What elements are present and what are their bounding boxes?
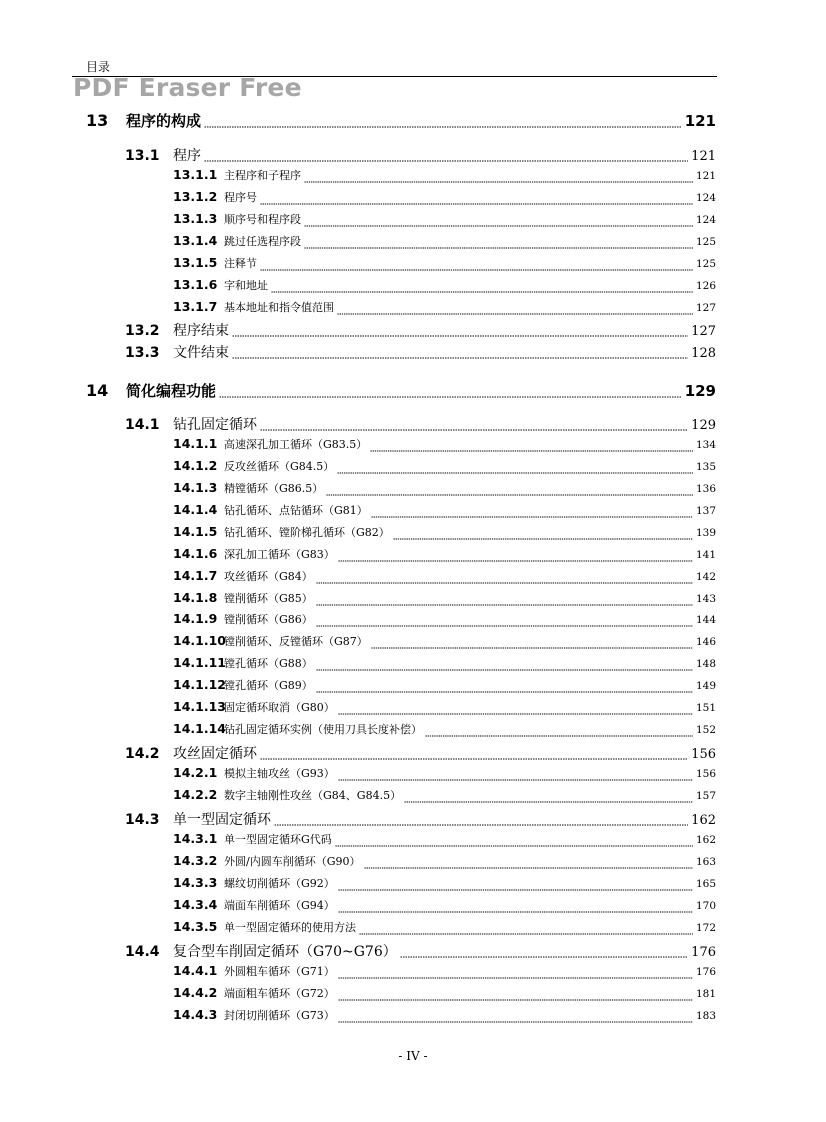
- toc-entry-title: 数字主轴刚性攻丝（G84、G84.5）: [224, 789, 402, 802]
- toc-entry-page: 181: [695, 988, 716, 1000]
- toc-subsection[interactable]: [173, 524, 716, 542]
- toc-entry-page: 125: [695, 258, 716, 270]
- toc-entry-number: 14.2.2: [173, 787, 218, 802]
- toc-subsection[interactable]: [173, 655, 716, 673]
- toc-entry-number: 13.1.5: [173, 255, 218, 270]
- toc-entry-page: 149: [695, 680, 716, 692]
- toc-entry-page: 129: [691, 418, 716, 433]
- toc-section[interactable]: [125, 809, 716, 829]
- toc-entry-title: 钻孔循环、镗阶梯孔循环（G82）: [224, 526, 390, 539]
- toc-dot-leader: [393, 538, 693, 540]
- toc-entry-number: 13.2: [125, 323, 160, 339]
- toc-entry-number: 14.1.14: [173, 721, 226, 736]
- toc-entry-number: 14.4: [125, 944, 160, 960]
- toc-subsection[interactable]: [173, 211, 716, 229]
- toc-entry-title: 端面粗车循环（G72）: [224, 987, 335, 1000]
- toc-dot-leader: [316, 669, 693, 671]
- toc-subsection[interactable]: [173, 458, 716, 476]
- toc-entry-title: 螺纹切削循环（G92）: [224, 877, 335, 890]
- toc-dot-leader: [316, 625, 693, 627]
- toc-subsection[interactable]: [173, 699, 716, 717]
- toc-dot-leader: [371, 647, 693, 649]
- toc-subsection[interactable]: [173, 677, 716, 695]
- toc-dot-leader: [338, 889, 693, 891]
- toc-subsection[interactable]: [173, 299, 716, 317]
- toc-subsection[interactable]: [173, 502, 716, 520]
- toc-subsection[interactable]: [173, 255, 716, 273]
- toc-entry-number: 14.3: [125, 812, 160, 828]
- toc-entry-title: 端面车削循环（G94）: [224, 899, 335, 912]
- toc-entry-title: 单一型固定循环G代码: [224, 833, 332, 846]
- toc-dot-leader: [304, 181, 693, 183]
- toc-subsection[interactable]: [173, 831, 716, 849]
- toc-entry-title: 单一型固定循环: [173, 812, 271, 828]
- toc-entry-title: 程序号: [224, 191, 257, 204]
- toc-entry-number: 14.1.13: [173, 699, 226, 714]
- toc-entry-title: 钻孔循环、点钻循环（G81）: [224, 504, 368, 517]
- toc-dot-leader: [232, 335, 688, 337]
- toc-entry-number: 14.1.4: [173, 502, 218, 517]
- toc-entry-title: 攻丝固定循环: [173, 746, 257, 762]
- toc-entry-page: 129: [684, 382, 716, 400]
- toc-entry-title: 镗削循环、反镗循环（G87）: [224, 635, 368, 648]
- toc-entry-number: 14.2.1: [173, 765, 218, 780]
- toc-entry-title: 复合型车削固定循环（G70~G76）: [173, 944, 397, 960]
- toc-section[interactable]: [125, 941, 716, 961]
- toc-entry-title: 封闭切削循环（G73）: [224, 1009, 335, 1022]
- toc-entry-page: 125: [695, 236, 716, 248]
- toc-entry-number: 14: [86, 381, 109, 400]
- toc-entry-title: 外圆粗车循环（G71）: [224, 965, 335, 978]
- toc-entry-number: 14.1.9: [173, 611, 218, 626]
- toc-entry-title: 字和地址: [224, 279, 268, 292]
- toc-subsection[interactable]: [173, 985, 716, 1003]
- toc-entry-number: 14.1: [125, 417, 160, 433]
- toc-entry-title: 基本地址和指令值范围: [224, 301, 334, 314]
- toc-dot-leader: [274, 824, 688, 826]
- toc-dot-leader: [371, 516, 693, 518]
- toc-dot-leader: [335, 845, 693, 847]
- toc-dot-leader: [316, 604, 693, 606]
- toc-entry-page: 183: [695, 1010, 716, 1022]
- toc-entry-number: 14.2: [125, 746, 160, 762]
- toc-dot-leader: [370, 450, 693, 452]
- toc-entry-title: 跳过任选程序段: [224, 235, 301, 248]
- toc-subsection[interactable]: [173, 568, 716, 586]
- toc-entry-page: 121: [695, 170, 716, 182]
- toc-entry-title: 高速深孔加工循环（G83.5）: [224, 438, 368, 451]
- toc-entry-title: 顺序号和程序段: [224, 213, 301, 226]
- toc-subsection[interactable]: [173, 436, 716, 454]
- toc-entry-number: 14.1.3: [173, 480, 218, 495]
- toc-subsection[interactable]: [173, 963, 716, 981]
- toc-dot-leader: [338, 560, 693, 562]
- toc-subsection[interactable]: [173, 633, 716, 651]
- toc-entry-page: 152: [695, 724, 716, 736]
- toc-dot-leader: [337, 472, 693, 474]
- toc-entry-number: 14.1.6: [173, 546, 218, 561]
- toc-subsection[interactable]: [173, 1007, 716, 1025]
- toc-entry-page: 137: [695, 505, 716, 517]
- toc-dot-leader: [271, 291, 693, 293]
- toc-entry-number: 13.1.2: [173, 189, 218, 204]
- toc-entry-page: 162: [695, 834, 716, 846]
- toc-dot-leader: [260, 269, 693, 271]
- toc-chapter[interactable]: [86, 380, 716, 402]
- toc-entry-number: 13.1.7: [173, 299, 218, 314]
- toc-subsection[interactable]: [173, 611, 716, 629]
- toc-section[interactable]: [125, 342, 716, 362]
- toc-entry-number: 14.4.1: [173, 963, 218, 978]
- toc-dot-leader: [338, 999, 693, 1001]
- toc-dot-leader: [400, 956, 688, 958]
- toc-entry-title: 外圆/内圆车削循环（G90）: [224, 855, 361, 868]
- toc-dot-leader: [425, 735, 693, 737]
- toc-entry-page: 170: [695, 900, 716, 912]
- toc-entry-page: 126: [695, 280, 716, 292]
- toc-dot-leader: [404, 801, 693, 803]
- toc-dot-leader: [219, 396, 682, 398]
- toc-entry-number: 14.1.5: [173, 524, 218, 539]
- toc-entry-title: 反攻丝循环（G84.5）: [224, 460, 335, 473]
- toc-subsection[interactable]: [173, 875, 716, 893]
- toc-subsection[interactable]: [173, 897, 716, 915]
- toc-dot-leader: [316, 691, 693, 693]
- toc-entry-title: 主程序和子程序: [224, 169, 301, 182]
- toc-entry-page: 128: [691, 346, 716, 361]
- toc-entry-page: 142: [695, 571, 716, 583]
- toc-entry-page: 176: [691, 945, 716, 960]
- toc-entry-number: 13.1.3: [173, 211, 218, 226]
- toc-dot-leader: [338, 1021, 693, 1023]
- toc-dot-leader: [304, 225, 693, 227]
- toc-subsection[interactable]: [173, 189, 716, 207]
- toc-subsection[interactable]: [173, 765, 716, 783]
- toc-dot-leader: [204, 160, 688, 162]
- toc-entry-page: 141: [695, 549, 716, 561]
- toc-entry-page: 162: [691, 813, 716, 828]
- toc-entry-title: 镗削循环（G85）: [224, 592, 313, 605]
- toc-entry-page: 121: [684, 112, 716, 130]
- toc-entry-number: 14.1.7: [173, 568, 218, 583]
- toc-entry-page: 124: [695, 192, 716, 204]
- toc-entry-page: 156: [691, 747, 716, 762]
- toc-entry-number: 14.4.3: [173, 1007, 218, 1022]
- toc-entry-page: 156: [695, 768, 716, 780]
- toc-entry-number: 14.3.3: [173, 875, 218, 890]
- page-number: - IV -: [398, 1049, 428, 1063]
- toc-entry-number: 14.3.2: [173, 853, 218, 868]
- toc-entry-page: 121: [691, 149, 716, 164]
- toc-entry-number: 14.3.5: [173, 919, 218, 934]
- toc-subsection[interactable]: [173, 721, 716, 739]
- toc-entry-title: 程序结束: [173, 323, 229, 339]
- toc-subsection[interactable]: [173, 167, 716, 185]
- toc-entry-number: 14.1.11: [173, 655, 226, 670]
- toc-dot-leader: [232, 357, 688, 359]
- toc-subsection[interactable]: [173, 546, 716, 564]
- toc-entry-number: 14.1.1: [173, 436, 218, 451]
- toc-dot-leader: [337, 313, 693, 315]
- toc-entry-page: 124: [695, 214, 716, 226]
- toc-section[interactable]: [125, 320, 716, 340]
- watermark: PDF Eraser Free: [73, 73, 302, 102]
- toc-dot-leader: [316, 582, 693, 584]
- toc-dot-leader: [338, 779, 693, 781]
- toc-dot-leader: [359, 933, 693, 935]
- toc-dot-leader: [204, 126, 682, 128]
- header-label: 目录: [86, 60, 111, 74]
- toc-entry-page: 165: [695, 878, 716, 890]
- toc-entry-number: 14.3.1: [173, 831, 218, 846]
- toc-subsection[interactable]: [173, 787, 716, 805]
- toc-entry-page: 144: [695, 614, 716, 626]
- toc-subsection[interactable]: [173, 590, 716, 608]
- toc-entry-page: 163: [695, 856, 716, 868]
- toc-entry-number: 14.1.8: [173, 590, 218, 605]
- toc-entry-title: 单一型固定循环的使用方法: [224, 921, 356, 934]
- toc-entry-title: 程序的构成: [126, 112, 202, 130]
- toc-dot-leader: [338, 911, 693, 913]
- toc-dot-leader: [338, 713, 693, 715]
- toc-subsection[interactable]: [173, 480, 716, 498]
- toc-entry-page: 176: [695, 966, 716, 978]
- toc-entry-page: 136: [695, 483, 716, 495]
- toc-entry-title: 镗孔循环（G88）: [224, 657, 313, 670]
- toc-entry-page: 134: [695, 439, 716, 451]
- toc-subsection[interactable]: [173, 853, 716, 871]
- toc-entry-number: 14.1.10: [173, 633, 226, 648]
- toc-subsection[interactable]: [173, 277, 716, 295]
- toc-entry-title: 注释节: [224, 257, 257, 270]
- toc-dot-leader: [326, 494, 693, 496]
- toc-entry-number: 13: [86, 111, 109, 130]
- toc-entry-title: 镗孔循环（G89）: [224, 679, 313, 692]
- toc-entry-number: 13.1.4: [173, 233, 218, 248]
- toc-subsection[interactable]: [173, 233, 716, 251]
- toc-entry-title: 深孔加工循环（G83）: [224, 548, 335, 561]
- toc-dot-leader: [364, 867, 693, 869]
- toc-entry-number: 14.1.12: [173, 677, 226, 692]
- toc-entry-title: 简化编程功能: [126, 382, 217, 400]
- toc-dot-leader: [260, 203, 693, 205]
- toc-chapter[interactable]: [86, 110, 716, 132]
- toc-entry-title: 文件结束: [173, 345, 229, 361]
- toc-entry-title: 模拟主轴攻丝（G93）: [224, 767, 335, 780]
- toc-entry-page: 127: [695, 302, 716, 314]
- toc-entry-number: 14.4.2: [173, 985, 218, 1000]
- toc-entry-page: 172: [695, 922, 716, 934]
- toc-subsection[interactable]: [173, 919, 716, 937]
- toc-entry-title: 程序: [173, 148, 201, 164]
- toc-entry-title: 固定循环取消（G80）: [224, 701, 335, 714]
- toc-entry-number: 14.1.2: [173, 458, 218, 473]
- toc-dot-leader: [260, 758, 688, 760]
- toc-entry-page: 148: [695, 658, 716, 670]
- toc-entry-page: 135: [695, 461, 716, 473]
- toc-entry-title: 精镗循环（G86.5）: [224, 482, 324, 495]
- toc-entry-page: 157: [695, 790, 716, 802]
- toc-entry-number: 13.3: [125, 345, 160, 361]
- toc-entry-number: 14.3.4: [173, 897, 218, 912]
- toc-section[interactable]: [125, 743, 716, 763]
- toc-entry-number: 13.1: [125, 148, 160, 164]
- toc-entry-number: 13.1.6: [173, 277, 218, 292]
- toc-entry-title: 钻孔固定循环实例（使用刀具长度补偿）: [224, 723, 422, 736]
- toc-entry-title: 攻丝循环（G84）: [224, 570, 313, 583]
- toc-section[interactable]: [125, 414, 716, 434]
- toc-entry-title: 镗削循环（G86）: [224, 613, 313, 626]
- toc-entry-page: 139: [695, 527, 716, 539]
- toc-dot-leader: [304, 247, 693, 249]
- toc-entry-page: 151: [695, 702, 716, 714]
- toc-entry-number: 13.1.1: [173, 167, 218, 182]
- toc-dot-leader: [260, 429, 688, 431]
- toc-entry-page: 146: [695, 636, 716, 648]
- toc-entry-title: 钻孔固定循环: [173, 417, 257, 433]
- toc-entry-page: 143: [695, 593, 716, 605]
- toc-entry-page: 127: [691, 324, 716, 339]
- toc-section[interactable]: [125, 145, 716, 165]
- toc-dot-leader: [338, 977, 693, 979]
